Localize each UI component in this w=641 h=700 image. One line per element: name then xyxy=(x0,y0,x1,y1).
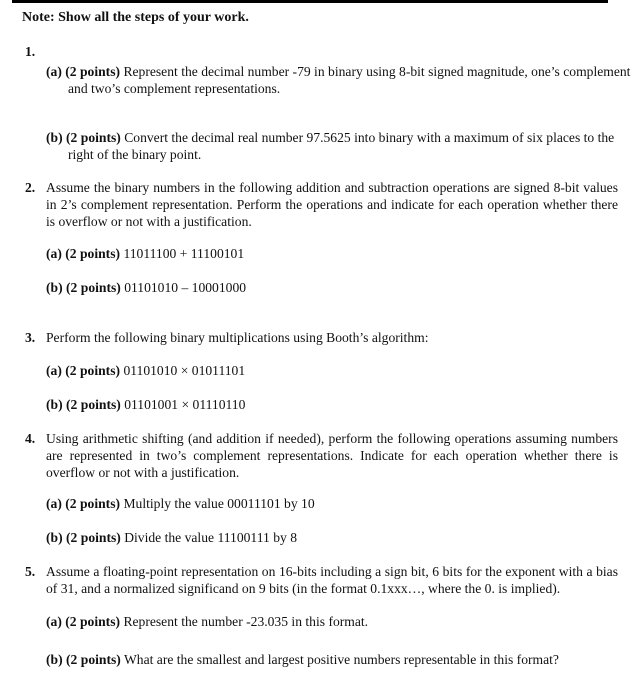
part-points: (2 points) xyxy=(66,530,121,545)
part-text: Represent the decimal number -79 in binary using 8-bit signed magnitude, one’s complement and two’s complement representations. xyxy=(68,64,631,96)
part-text: 01101010 – 10001000 xyxy=(124,280,247,295)
part-text: 11011100 + 11100101 xyxy=(123,246,245,261)
part-text: What are the smallest and largest positive numbers representable in this format? xyxy=(123,652,559,667)
question-4-stem: Using arithmetic shifting (and addition if needed), perform the following operations assuming numbers are represented in two’s complement representations. Indicate for each operation whether there is overflow or not with a justification. xyxy=(46,431,618,480)
part-points: (2 points) xyxy=(65,363,121,378)
part-points: (2 points) xyxy=(66,130,121,145)
question-2-stem: Assume the binary numbers in the following addition and subtraction operations are signed 8-bit values in 2’s complement representation. Perform the operations and indicate for each operation whether there is overflow or not with a justification. xyxy=(46,180,618,229)
question-5b xyxy=(46,651,618,668)
part-label: (a) xyxy=(46,246,62,261)
question-2b xyxy=(46,279,618,296)
part-text: Convert the decimal real number 97.5625 into binary with a maximum of six places to the right of the binary point. xyxy=(68,130,615,162)
question-5a xyxy=(46,613,618,630)
part-label: (a) xyxy=(46,363,62,378)
part-label: (b) xyxy=(46,652,63,667)
part-text: Represent the number -23.035 in this format. xyxy=(123,614,369,629)
part-points: (2 points) xyxy=(65,246,121,261)
part-label: (a) xyxy=(46,614,62,629)
part-label: (a) xyxy=(46,64,62,79)
part-label: (b) xyxy=(46,130,63,145)
question-4b xyxy=(46,529,618,546)
question-2-number: 2. xyxy=(25,180,36,195)
question-4a xyxy=(46,495,618,512)
question-1b xyxy=(46,129,640,163)
part-points: (2 points) xyxy=(65,496,121,511)
part-points: (2 points) xyxy=(65,614,121,629)
question-5-stem: Assume a floating-point representation on 16-bits including a sign bit, 6 bits for the exponent with a bias of 31, and a normalized significand on 9 bits (in the format 0.1xxx…, where the 0. is implied). xyxy=(46,564,618,596)
part-label: (b) xyxy=(46,280,63,295)
part-label: (a) xyxy=(46,496,62,511)
question-5-number: 5. xyxy=(25,564,36,579)
part-label: (b) xyxy=(46,530,63,545)
question-3a xyxy=(46,362,618,379)
part-text: Divide the value 11100111 by 8 xyxy=(124,530,297,545)
question-1a xyxy=(46,63,640,97)
question-4-number: 4. xyxy=(25,431,36,446)
part-points: (2 points) xyxy=(65,64,121,79)
part-label: (b) xyxy=(46,397,63,412)
question-2a xyxy=(46,245,618,262)
part-points: (2 points) xyxy=(66,280,121,295)
part-points: (2 points) xyxy=(66,397,121,412)
part-text: 01101010 × 01011101 xyxy=(123,363,246,378)
part-text: 01101001 × 01110110 xyxy=(124,397,246,412)
part-text: Multiply the value 00011101 by 10 xyxy=(123,496,315,511)
question-3b xyxy=(46,396,618,413)
question-1-number: 1. xyxy=(25,44,36,59)
question-3-number: 3. xyxy=(25,330,36,345)
top-rule xyxy=(12,0,608,3)
part-points: (2 points) xyxy=(66,652,121,667)
note-heading: Note: Show all the steps of your work. xyxy=(22,10,249,25)
question-3-stem: Perform the following binary multiplications using Booth’s algorithm: xyxy=(46,330,429,345)
